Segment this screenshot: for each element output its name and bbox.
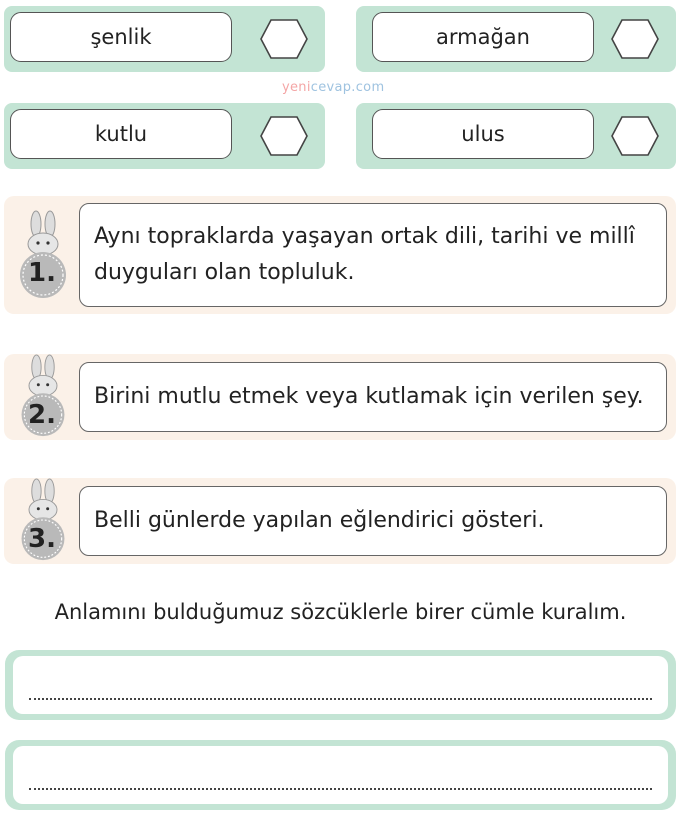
watermark: yenicevap.com [282, 80, 385, 95]
question-number: 2. [28, 400, 56, 430]
word-card-ulus [356, 103, 676, 169]
word-kutlu: kutlu [10, 109, 232, 159]
word-card-kutlu [4, 103, 325, 169]
question-row-2 [4, 354, 676, 440]
word-card-senlik [4, 6, 325, 72]
question-number: 1. [28, 258, 56, 288]
hexagon-answer-icon[interactable] [610, 18, 660, 60]
hexagon-answer-icon[interactable] [610, 115, 660, 157]
question-text: Birini mutlu etmek veya kutlamak için verilen şey. [79, 362, 667, 432]
question-number: 3. [28, 524, 56, 554]
word-armagan: armağan [372, 12, 594, 62]
dotted-line [29, 698, 652, 700]
answer-line-2[interactable] [5, 740, 676, 810]
question-text: Belli günlerde yapılan eğlendirici gösteri. [79, 486, 667, 556]
question-text: Aynı topraklarda yaşayan ortak dili, tarihi ve millî duyguları olan topluluk. [79, 203, 667, 307]
hexagon-answer-icon[interactable] [259, 18, 309, 60]
instruction-text: Anlamını bulduğumuz sözcüklerle birer cümle kuralım. [54, 600, 627, 624]
answer-line-1[interactable] [5, 650, 676, 720]
word-ulus: ulus [372, 109, 594, 159]
question-row-1 [4, 196, 676, 314]
hexagon-answer-icon[interactable] [259, 115, 309, 157]
word-card-armagan [356, 6, 676, 72]
dotted-line [29, 788, 652, 790]
question-row-3 [4, 478, 676, 564]
word-senlik: şenlik [10, 12, 232, 62]
